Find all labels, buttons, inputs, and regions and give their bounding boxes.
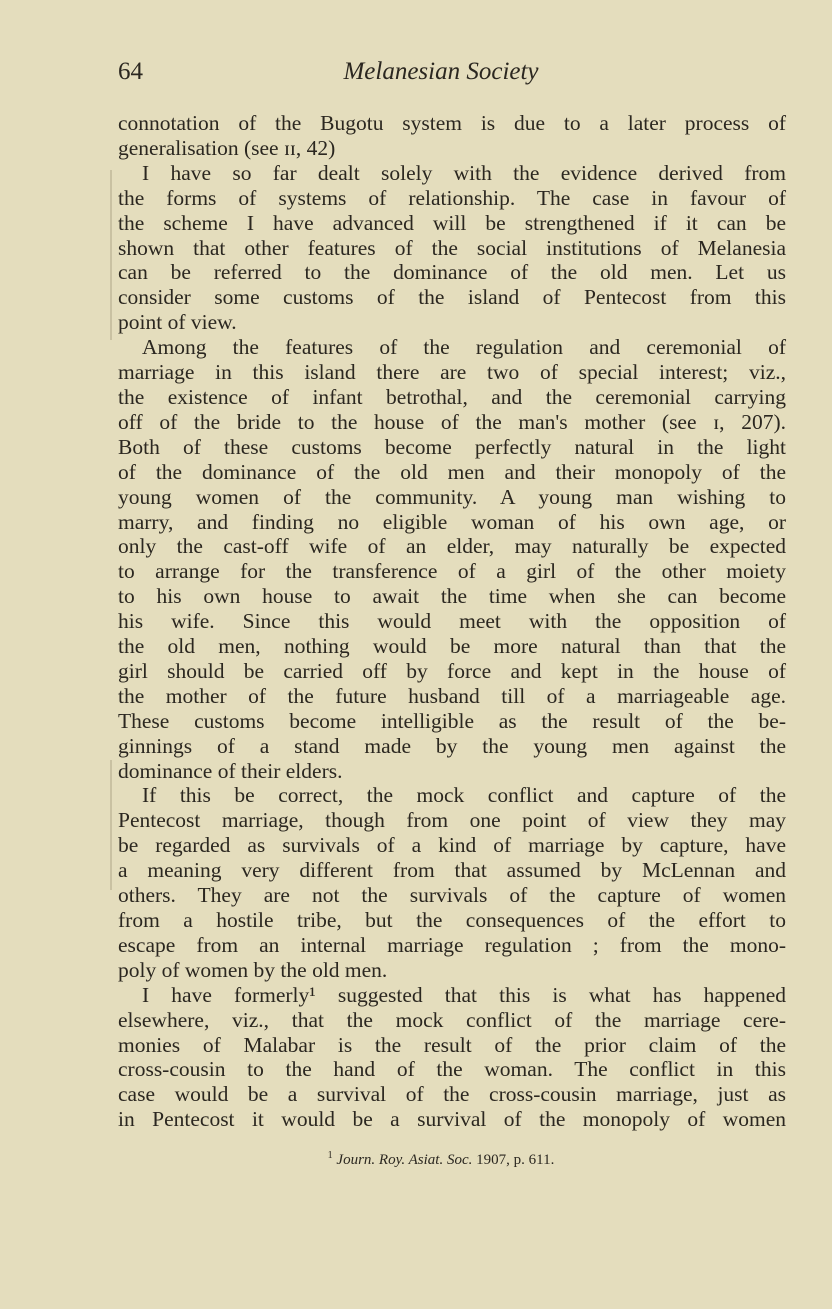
text-line: Among the features of the regulation and ceremonial of bbox=[142, 335, 786, 360]
text-line: elsewhere, viz., that the mock conflict of the marriage cere- bbox=[118, 1007, 786, 1032]
text-line: the mother of the future husband till of a marriageable age. bbox=[118, 683, 786, 708]
text-line: the existence of infant betrothal, and the ceremonial carrying bbox=[118, 384, 786, 409]
footnote-marker: 1 bbox=[327, 1150, 333, 1161]
text-line: young women of the community. A young man wishing to bbox=[118, 484, 786, 509]
text-line: I have so far dealt solely with the evidence derived from bbox=[142, 160, 786, 185]
text-line: the scheme I have advanced will be strengthened if it can be bbox=[118, 210, 786, 235]
text-line: off of the bride to the house of the man's mother (see ɪ, 207). bbox=[118, 409, 786, 434]
text-line: his wife. Since this would meet with the opposition of bbox=[118, 609, 786, 634]
text-line: If this be correct, the mock conflict and capture of the bbox=[142, 783, 786, 808]
text-line: in Pentecost it would be a survival of the monopoly of women bbox=[118, 1107, 786, 1132]
text-line: Pentecost marriage, though from one point of view they may bbox=[118, 808, 786, 833]
footnote-reference: 1907, p. 611. bbox=[472, 1152, 555, 1168]
text-line: a meaning very different from that assumed by McLennan and bbox=[118, 858, 786, 883]
text-line: ginnings of a stand made by the young men against the bbox=[118, 733, 786, 758]
text-line: escape from an internal marriage regulation ; from the mono- bbox=[118, 932, 786, 957]
text-line: consider some customs of the island of Pentecost from this bbox=[118, 285, 786, 310]
text-line: monies of Malabar is the result of the prior claim of the bbox=[118, 1032, 786, 1057]
text-line: shown that other features of the social institutions of Melanesia bbox=[118, 235, 786, 260]
text-line: cross-cousin to the hand of the woman. The conflict in this bbox=[118, 1057, 786, 1082]
text-line: only the cast-off wife of an elder, may naturally be expected bbox=[118, 534, 786, 559]
footnote-source: Journ. Roy. Asiat. Soc. bbox=[336, 1152, 473, 1168]
text-line: can be referred to the dominance of the old men. Let us bbox=[118, 260, 786, 285]
text-line: connotation of the Bugotu system is due to a later process of bbox=[118, 111, 786, 135]
footnote bbox=[0, 1150, 832, 1169]
text-line: of the dominance of the old men and their monopoly of the bbox=[118, 459, 786, 484]
text-line: to arrange for the transference of a girl of the other moiety bbox=[118, 559, 786, 584]
text-line: I have formerly¹ suggested that this is what has happened bbox=[142, 982, 786, 1007]
body-text bbox=[118, 111, 786, 1132]
text-line: Both of these customs become perfectly natural in the light bbox=[118, 434, 786, 459]
text-line: to his own house to await the time when she can become bbox=[118, 584, 786, 609]
text-line: the forms of systems of relationship. The case in favour of bbox=[118, 185, 786, 210]
text-line: case would be a survival of the cross-cousin marriage, just as bbox=[118, 1082, 786, 1107]
text-line: generalisation (see ɪɪ, 42) bbox=[118, 135, 336, 160]
margin-pencil-mark bbox=[110, 170, 112, 340]
text-line: poly of women by the old men. bbox=[118, 957, 388, 982]
text-line: point of view. bbox=[118, 310, 237, 335]
text-line: girl should be carried off by force and kept in the house of bbox=[118, 658, 786, 683]
text-line: marriage in this island there are two of special interest; viz., bbox=[118, 360, 786, 385]
page-number: 64 bbox=[118, 58, 143, 85]
text-line: These customs become intelligible as the result of the be- bbox=[118, 708, 786, 733]
text-line: from a hostile tribe, but the consequences of the effort to bbox=[118, 908, 786, 932]
text-line: the old men, nothing would be more natural than that the bbox=[118, 634, 786, 659]
margin-pencil-mark bbox=[110, 760, 112, 890]
running-title: Melanesian Society bbox=[343, 58, 539, 85]
text-line: others. They are not the survivals of the capture of women bbox=[118, 883, 786, 908]
text-line: dominance of their elders. bbox=[118, 758, 343, 783]
text-line: marry, and finding no eligible woman of his own age, or bbox=[118, 509, 786, 534]
text-line: be regarded as survivals of a kind of marriage by capture, have bbox=[118, 833, 786, 858]
